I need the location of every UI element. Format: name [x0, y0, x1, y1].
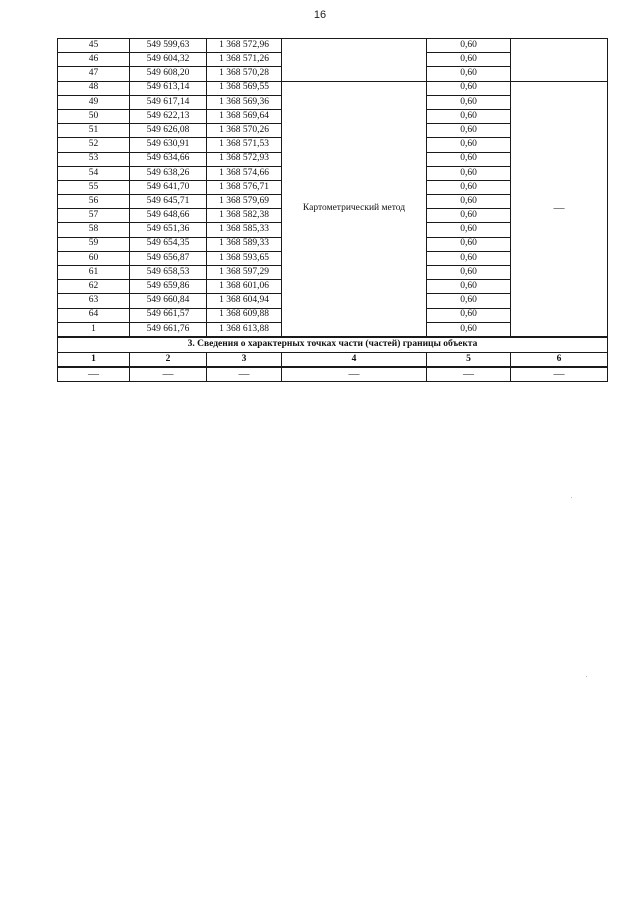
coordinate-x: 549 658,53: [130, 266, 207, 280]
point-number: 58: [58, 223, 130, 237]
empty-cell: —: [207, 367, 282, 382]
column-number: 5: [427, 352, 511, 367]
point-number: 50: [58, 109, 130, 123]
coordinate-y: 1 368 579,69: [207, 195, 282, 209]
coordinate-y: 1 368 570,26: [207, 124, 282, 138]
section-3-header-row: [58, 337, 608, 353]
accuracy-value: 0,60: [427, 53, 511, 67]
point-number: 46: [58, 53, 130, 67]
accuracy-value: 0,60: [427, 81, 511, 95]
point-number: 52: [58, 138, 130, 152]
coordinate-x: 549 659,86: [130, 280, 207, 294]
coordinate-x: 549 634,66: [130, 152, 207, 166]
section-3-empty-row: [58, 367, 608, 382]
coordinate-x: 549 630,91: [130, 138, 207, 152]
coordinate-x: 549 648,66: [130, 209, 207, 223]
page-number: 16: [313, 9, 327, 21]
coordinate-x: 549 661,76: [130, 322, 207, 337]
coordinate-x: 549 651,36: [130, 223, 207, 237]
coordinate-x: 549 608,20: [130, 67, 207, 81]
point-number: 51: [58, 124, 130, 138]
coordinate-y: 1 368 601,06: [207, 280, 282, 294]
accuracy-value: 0,60: [427, 109, 511, 123]
coordinate-y: 1 368 597,29: [207, 266, 282, 280]
scan-speck: [586, 676, 587, 677]
accuracy-value: 0,60: [427, 138, 511, 152]
empty-cell: —: [511, 367, 608, 382]
section-3-column-numbers: [58, 352, 608, 367]
point-number: 61: [58, 266, 130, 280]
description-cell-empty: [511, 39, 608, 82]
coordinate-y: 1 368 572,96: [207, 39, 282, 53]
coordinate-x: 549 622,13: [130, 109, 207, 123]
coordinate-x: 549 654,35: [130, 237, 207, 251]
coordinate-x: 549 626,08: [130, 124, 207, 138]
accuracy-value: 0,60: [427, 280, 511, 294]
point-number: 64: [58, 308, 130, 322]
accuracy-value: 0,60: [427, 166, 511, 180]
column-number: 6: [511, 352, 608, 367]
point-number: 49: [58, 95, 130, 109]
section-3-title: 3. Сведения о характерных точках части (частей) границы объекта: [58, 337, 608, 353]
scan-speck: [571, 497, 572, 498]
coordinate-x: 549 604,32: [130, 53, 207, 67]
column-number: 2: [130, 352, 207, 367]
accuracy-value: 0,60: [427, 95, 511, 109]
point-number: 56: [58, 195, 130, 209]
method-cell: Картометрический метод: [282, 81, 427, 337]
coordinate-y: 1 368 593,65: [207, 251, 282, 265]
coordinate-y: 1 368 570,28: [207, 67, 282, 81]
coordinate-y: 1 368 604,94: [207, 294, 282, 308]
point-number: 54: [58, 166, 130, 180]
coordinate-y: 1 368 574,66: [207, 166, 282, 180]
coordinate-x: 549 660,84: [130, 294, 207, 308]
coordinate-x: 549 661,57: [130, 308, 207, 322]
coordinate-x: 549 641,70: [130, 180, 207, 194]
coordinate-x: 549 599,63: [130, 39, 207, 53]
coordinate-y: 1 368 609,88: [207, 308, 282, 322]
coordinate-x: 549 656,87: [130, 251, 207, 265]
column-number: 4: [282, 352, 427, 367]
table-row: [58, 39, 608, 53]
accuracy-value: 0,60: [427, 251, 511, 265]
accuracy-value: 0,60: [427, 209, 511, 223]
accuracy-value: 0,60: [427, 152, 511, 166]
point-number: 59: [58, 237, 130, 251]
accuracy-value: 0,60: [427, 180, 511, 194]
empty-cell: —: [130, 367, 207, 382]
empty-cell: —: [58, 367, 130, 382]
point-number: 47: [58, 67, 130, 81]
coordinate-y: 1 368 572,93: [207, 152, 282, 166]
coordinates-table: [57, 38, 608, 382]
accuracy-value: 0,60: [427, 195, 511, 209]
point-number: 55: [58, 180, 130, 194]
accuracy-value: 0,60: [427, 308, 511, 322]
empty-cell: —: [427, 367, 511, 382]
accuracy-value: 0,60: [427, 39, 511, 53]
accuracy-value: 0,60: [427, 67, 511, 81]
accuracy-value: 0,60: [427, 223, 511, 237]
table-row: [58, 81, 608, 95]
coordinate-y: 1 368 569,36: [207, 95, 282, 109]
coordinate-y: 1 368 582,38: [207, 209, 282, 223]
accuracy-value: 0,60: [427, 294, 511, 308]
point-number: 60: [58, 251, 130, 265]
column-number: 1: [58, 352, 130, 367]
coordinate-x: 549 617,14: [130, 95, 207, 109]
point-number: 48: [58, 81, 130, 95]
coordinate-x: 549 613,14: [130, 81, 207, 95]
point-number: 57: [58, 209, 130, 223]
accuracy-value: 0,60: [427, 237, 511, 251]
accuracy-value: 0,60: [427, 124, 511, 138]
point-number: 45: [58, 39, 130, 53]
coordinate-y: 1 368 576,71: [207, 180, 282, 194]
accuracy-value: 0,60: [427, 322, 511, 337]
coordinate-x: 549 645,71: [130, 195, 207, 209]
point-number: 62: [58, 280, 130, 294]
coordinate-y: 1 368 571,26: [207, 53, 282, 67]
point-number: 63: [58, 294, 130, 308]
coordinate-y: 1 368 569,55: [207, 81, 282, 95]
coordinate-y: 1 368 589,33: [207, 237, 282, 251]
empty-cell: —: [282, 367, 427, 382]
point-number: 53: [58, 152, 130, 166]
coordinate-y: 1 368 569,64: [207, 109, 282, 123]
accuracy-value: 0,60: [427, 266, 511, 280]
method-cell-empty: [282, 39, 427, 82]
coordinate-y: 1 368 613,88: [207, 322, 282, 337]
coordinate-y: 1 368 585,33: [207, 223, 282, 237]
point-number: 1: [58, 322, 130, 337]
column-number: 3: [207, 352, 282, 367]
coordinate-y: 1 368 571,53: [207, 138, 282, 152]
coordinate-x: 549 638,26: [130, 166, 207, 180]
description-cell: —: [511, 81, 608, 337]
